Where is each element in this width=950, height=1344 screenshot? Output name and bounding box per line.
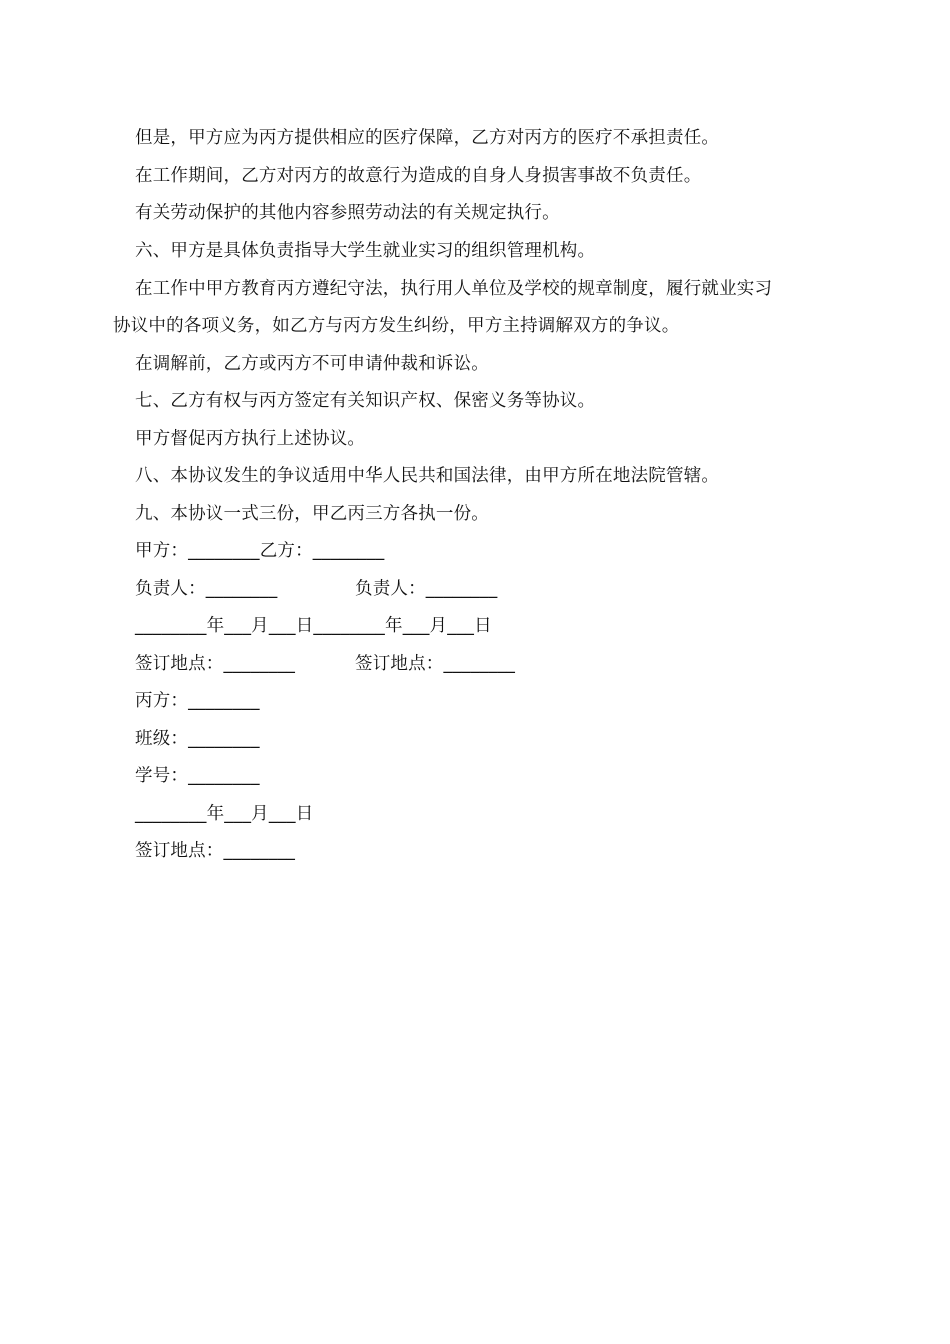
signature-party-c: 丙方：________	[135, 691, 260, 711]
paragraph-medical-coverage: 但是，甲方应为丙方提供相应的医疗保障，乙方对丙方的医疗不承担责任。	[135, 128, 720, 148]
paragraph-clause-eight: 八、本协议发生的争议适用中华人民共和国法律，由甲方所在地法院管辖。	[135, 466, 720, 486]
paragraph-mediation: 在调解前，乙方或丙方不可申请仲裁和诉讼。	[135, 354, 489, 374]
signature-class: 班级：________	[135, 729, 260, 749]
paragraph-clause-nine: 九、本协议一式三份，甲乙丙三方各执一份。	[135, 504, 489, 524]
paragraph-clause-six: 六、甲方是具体负责指导大学生就业实习的组织管理机构。	[135, 241, 596, 261]
signature-responsible-left: 负责人：________	[135, 579, 278, 599]
signature-place-right: 签订地点：________	[355, 654, 516, 674]
signature-date-double: ________年___月___日________年___月___日	[135, 616, 492, 636]
signature-parties-line: 甲方：________乙方：________	[135, 541, 385, 561]
paragraph-work-period-liability: 在工作期间，乙方对丙方的故意行为造成的自身人身损害事故不负责任。	[135, 166, 702, 186]
signature-place-left: 签订地点：________	[135, 654, 296, 674]
signature-responsible-right: 负责人：________	[355, 579, 498, 599]
paragraph-supervise-agreement: 甲方督促丙方执行上述协议。	[135, 429, 366, 449]
paragraph-education-duties-continued: 协议中的各项义务，如乙方与丙方发生纠纷，甲方主持调解双方的争议。	[113, 316, 680, 336]
signature-date-single: ________年___月___日	[135, 804, 314, 824]
signature-place-single: 签订地点：________	[135, 841, 296, 861]
signature-student-id: 学号：________	[135, 766, 260, 786]
paragraph-education-duties: 在工作中甲方教育丙方遵纪守法，执行用人单位及学校的规章制度，履行就业实习	[135, 279, 773, 299]
paragraph-labor-protection: 有关劳动保护的其他内容参照劳动法的有关规定执行。	[135, 203, 560, 223]
paragraph-clause-seven: 七、乙方有权与丙方签定有关知识产权、保密义务等协议。	[135, 391, 596, 411]
